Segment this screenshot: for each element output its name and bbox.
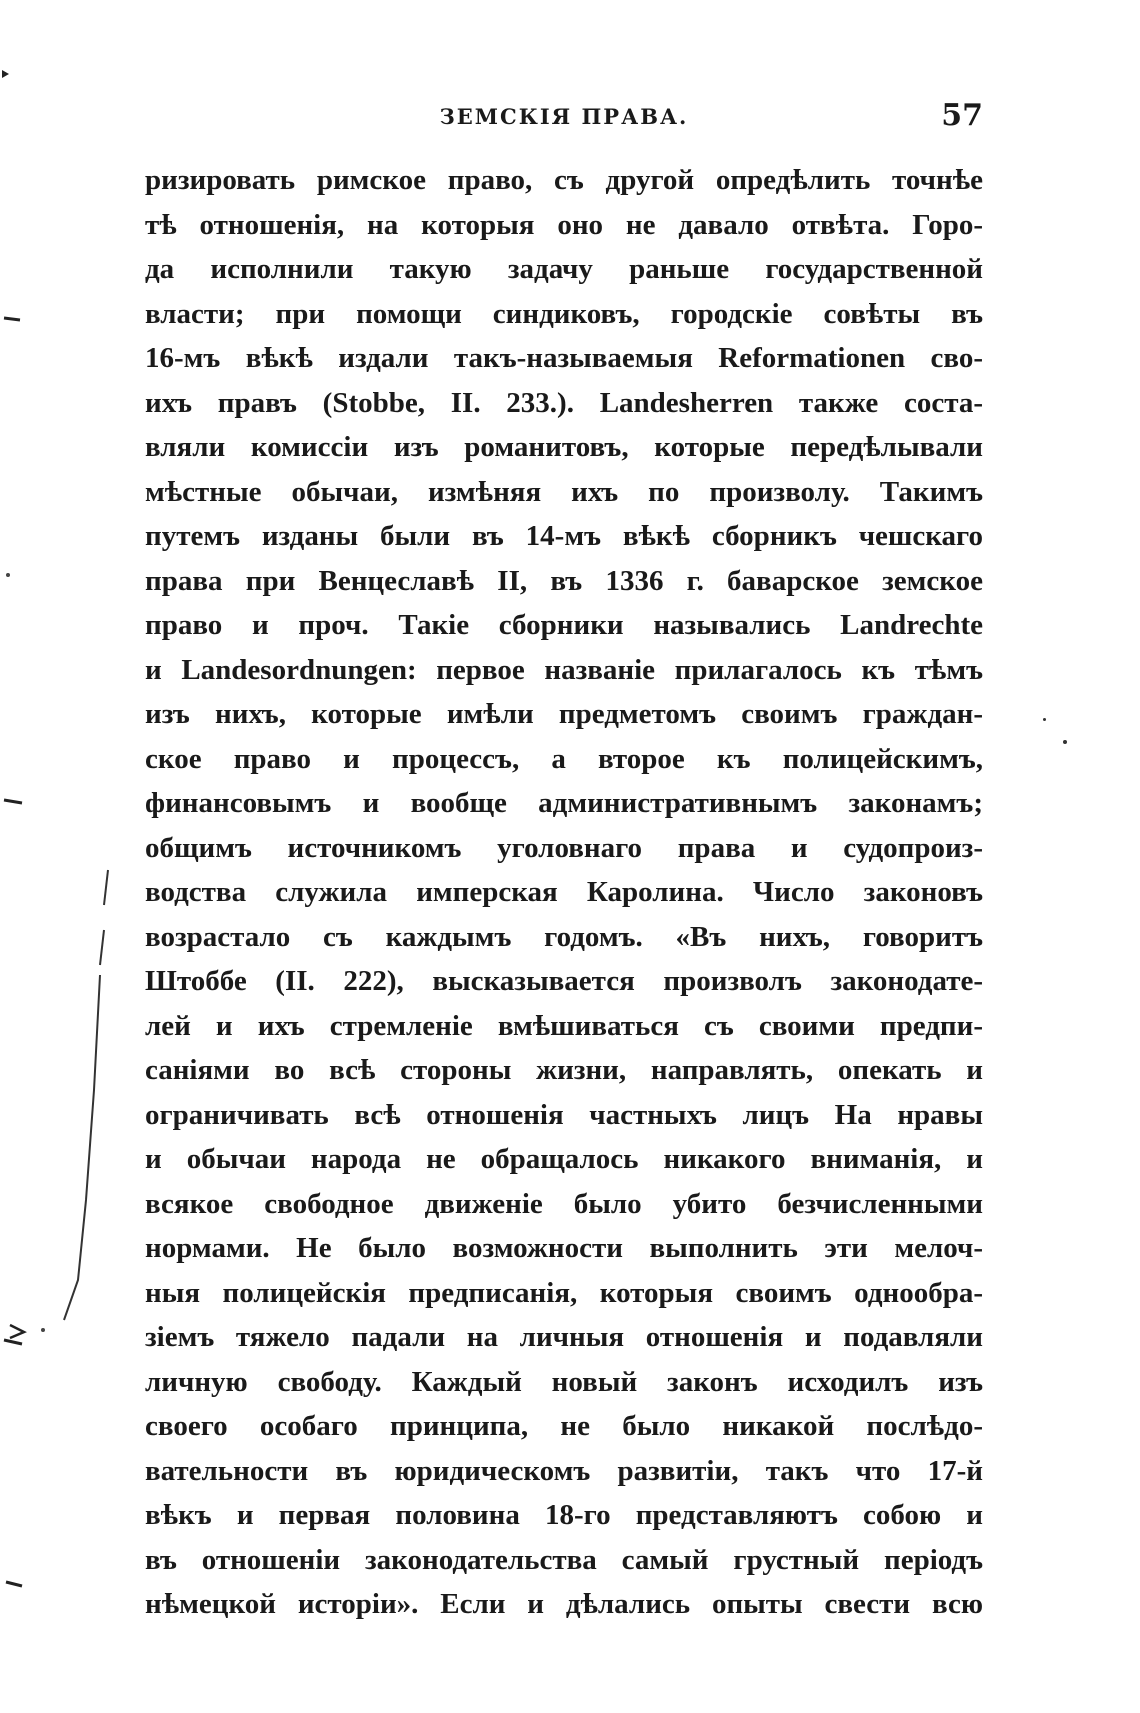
margin-arrow-mark [10, 1325, 24, 1338]
chapter-title: ЗЕМСКIЯ ПРАВА. [439, 104, 689, 129]
text-line: вѣкъ и первая половина 18-го представляютъ собою и [145, 1499, 983, 1531]
text-line: лей и ихъ стремленiе вмѣшиваться съ своими предпи- [145, 1009, 983, 1042]
stray-ink-dot [1063, 740, 1067, 744]
text-line: 16-мъ вѣкѣ издали такъ-называемыя Reformationen сво- [145, 342, 983, 374]
text-line: права при Венцеславѣ II, въ 1336 г. баварское земское [145, 564, 983, 597]
text-line: Штоббе (II. 222), высказывается произволъ законодате- [145, 965, 983, 997]
margin-tick-mark [2, 70, 9, 78]
text-line: вляли комиссiи изъ романитовъ, которые передѣлывали [145, 431, 983, 463]
text-line: ныя полицейскiя предписанiя, которыя своимъ однообра- [145, 1276, 983, 1309]
text-line: вательности въ юридическомъ развитiи, такъ что 17-й [145, 1454, 983, 1487]
text-line: всякое свободное движенiе было убито безчисленными [145, 1187, 983, 1220]
text-line: и обычаи народа не обращалось никакого вниманiя, и [145, 1143, 983, 1175]
margin-pencil-line [64, 975, 100, 1320]
margin-pencil-marks [0, 0, 140, 1713]
text-line: водства служила имперская Каролина. Число законовъ [145, 876, 983, 908]
text-line: ихъ правъ (Stobbe, II. 233.). Landesherren также соста- [145, 386, 983, 419]
stray-ink-dot [1043, 718, 1046, 721]
text-line: и Landesordnungen: первое названiе прилагалось къ тѣмъ [145, 653, 983, 686]
margin-dash-mark [4, 318, 20, 320]
margin-pencil-line [100, 930, 104, 965]
text-line: право и проч. Такiе сборники назывались Landrechte [145, 609, 983, 641]
text-line: нормами. Не было возможности выполнить эти мелоч- [145, 1232, 983, 1264]
text-line: личную свободу. Каждый новый законъ исходилъ изъ [145, 1365, 983, 1398]
margin-annotations [0, 0, 140, 1713]
text-line: зiемъ тяжело падали на личныя отношенiя и подавляли [145, 1321, 983, 1353]
text-line: своего особаго принципа, не было никакой послѣдо- [145, 1410, 983, 1442]
text-line: мѣстные обычаи, измѣняя ихъ по произволу. Такимъ [145, 475, 983, 508]
text-line: общимъ источникомъ уголовнаго права и судопроиз- [145, 831, 983, 864]
margin-dot [41, 1328, 45, 1332]
margin-pencil-line [104, 870, 108, 905]
running-head [145, 98, 983, 138]
margin-dash-mark [4, 1340, 22, 1344]
text-line: ограничивать всѣ отношенiя частныхъ лицъ На нравы [145, 1098, 983, 1131]
body-text [145, 158, 983, 1627]
margin-dash-mark [6, 1582, 22, 1586]
margin-dash-mark [4, 800, 22, 803]
margin-dot [6, 573, 10, 577]
text-line: санiями во всѣ стороны жизни, направлять, опекать и [145, 1054, 983, 1086]
text-line: власти; при помощи синдиковъ, городскiе совѣты въ [145, 297, 983, 330]
text-line: нѣмецкой исторiи». Если и дѣлались опыты свести всю [145, 1588, 983, 1620]
text-line: возрастало съ каждымъ годомъ. «Въ нихъ, говоритъ [145, 920, 983, 953]
text-line: ризировать римское право, съ другой опредѣлить точнѣе [145, 164, 983, 196]
text-line: да исполнили такую задачу раньше государственной [145, 253, 983, 285]
text-line: въ отношенiи законодательства самый грустный перiодъ [145, 1543, 983, 1576]
text-line: путемъ изданы были въ 14-мъ вѣкѣ сборникъ чешскаго [145, 520, 983, 552]
page-number: 57 [941, 98, 983, 133]
text-line: тѣ отношенiя, на которыя оно не давало отвѣта. Горо- [145, 208, 983, 241]
text-line: изъ нихъ, которые имѣли предметомъ своимъ граждан- [145, 698, 983, 730]
text-line: финансовымъ и вообще административнымъ законамъ; [145, 787, 983, 819]
text-line: ское право и процессъ, а второе къ полицейскимъ, [145, 742, 983, 775]
